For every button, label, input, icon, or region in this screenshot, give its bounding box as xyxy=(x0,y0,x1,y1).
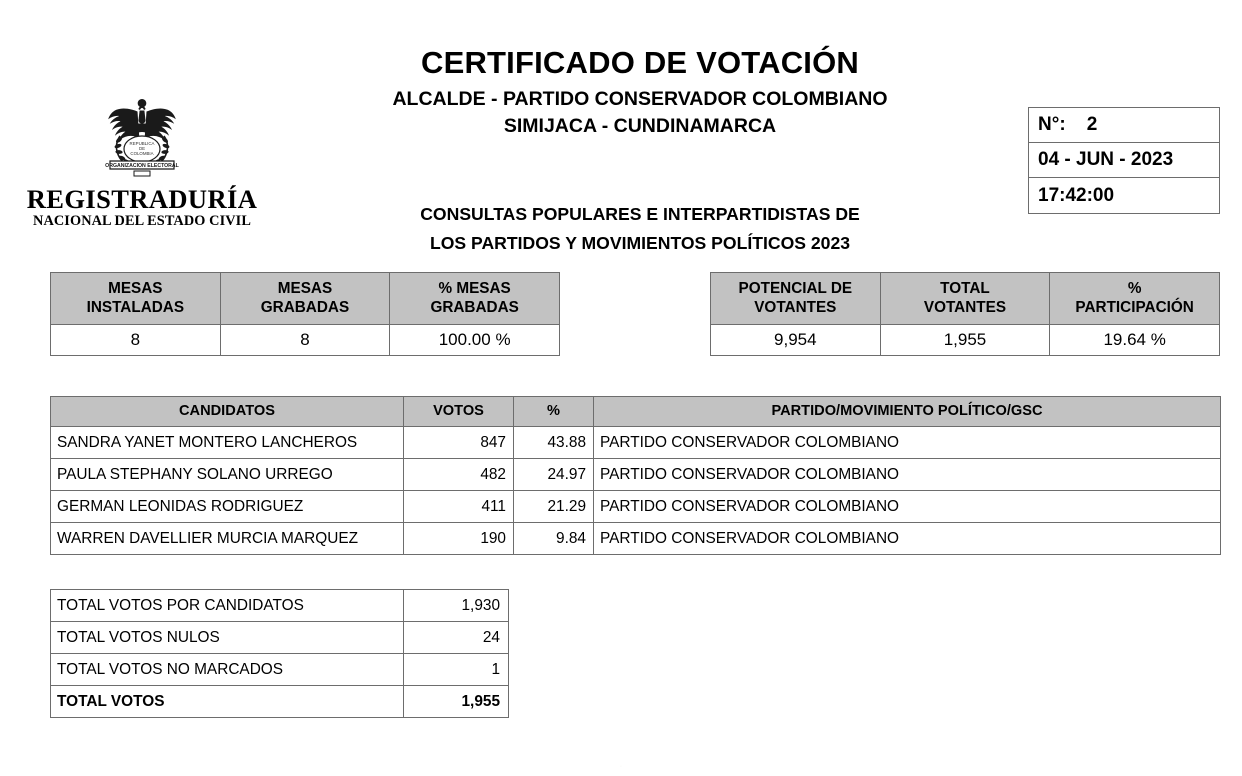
registraduria-logo xyxy=(26,92,258,230)
col-total-votantes: TOTAL VOTANTES xyxy=(880,273,1050,325)
col-porcentaje: % xyxy=(514,397,594,427)
vote-totals-table xyxy=(50,589,509,718)
certificate-info-box xyxy=(1028,107,1220,214)
certificate-date-row: 04 - JUN - 2023 xyxy=(1029,143,1219,178)
svg-text:ORGANIZACION ELECTORAL: ORGANIZACION ELECTORAL xyxy=(105,163,179,169)
total-label: TOTAL VOTOS POR CANDIDATOS xyxy=(51,590,404,622)
notice-line-2: LOS PARTIDOS Y MOVIMIENTOS POLÍTICOS 2023 xyxy=(429,232,851,253)
total-label: TOTAL VOTOS NO MARCADOS xyxy=(51,654,404,686)
table-row xyxy=(51,427,1221,459)
svg-text:COLOMBIA: COLOMBIA xyxy=(130,151,154,156)
svg-text:DE: DE xyxy=(138,146,146,151)
table-row xyxy=(51,590,509,622)
value-potencial-votantes: 9,954 xyxy=(711,325,881,356)
candidate-votes: 482 xyxy=(404,459,514,491)
total-value: 1,930 xyxy=(404,590,509,622)
table-row xyxy=(51,491,1221,523)
table-row xyxy=(51,654,509,686)
candidate-party: PARTIDO CONSERVADOR COLOMBIANO xyxy=(594,491,1221,523)
table-row xyxy=(711,325,1220,356)
candidate-pct: 9.84 xyxy=(514,523,594,555)
document-header xyxy=(270,46,1010,139)
total-label: TOTAL VOTOS NULOS xyxy=(51,622,404,654)
candidate-name: SANDRA YANET MONTERO LANCHEROS xyxy=(51,427,404,459)
clipped-footer xyxy=(0,754,1242,776)
candidate-pct: 43.88 xyxy=(514,427,594,459)
votantes-summary-table xyxy=(710,272,1220,356)
footer-text: . xyxy=(618,754,624,771)
page-title: CERTIFICADO DE VOTACIÓN xyxy=(420,45,860,80)
table-header-row xyxy=(51,273,560,325)
header-subtitle-location: SIMIJACA - CUNDINAMARCA xyxy=(503,115,777,138)
col-pct-participacion: % PARTICIPACIÓN xyxy=(1050,273,1220,325)
header-subtitle-position: ALCALDE - PARTIDO CONSERVADOR COLOMBIANO xyxy=(392,87,888,110)
registraduria-eagle-emblem xyxy=(86,92,198,184)
candidate-pct: 21.29 xyxy=(514,491,594,523)
candidate-party: PARTIDO CONSERVADOR COLOMBIANO xyxy=(594,427,1221,459)
candidate-votes: 190 xyxy=(404,523,514,555)
grand-total-value: 1,955 xyxy=(404,686,509,718)
mesas-summary-table xyxy=(50,272,560,356)
candidate-name: PAULA STEPHANY SOLANO URREGO xyxy=(51,459,404,491)
table-header-row xyxy=(51,397,1221,427)
table-row xyxy=(51,523,1221,555)
value-pct-mesas-grabadas: 100.00 % xyxy=(390,325,560,356)
logo-title: REGISTRADURÍA xyxy=(26,184,258,214)
table-header-row xyxy=(711,273,1220,325)
col-votos: VOTOS xyxy=(404,397,514,427)
col-mesas-grabadas: MESAS GRABADAS xyxy=(220,273,390,325)
candidate-name: GERMAN LEONIDAS RODRIGUEZ xyxy=(51,491,404,523)
table-row xyxy=(51,459,1221,491)
candidates-results-table xyxy=(50,396,1221,555)
value-pct-participacion: 19.64 % xyxy=(1050,325,1220,356)
candidate-votes: 847 xyxy=(404,427,514,459)
logo-subtitle: NACIONAL DEL ESTADO CIVIL xyxy=(33,213,251,230)
table-row xyxy=(51,325,560,356)
candidate-party: PARTIDO CONSERVADOR COLOMBIANO xyxy=(594,523,1221,555)
candidate-party: PARTIDO CONSERVADOR COLOMBIANO xyxy=(594,459,1221,491)
value-mesas-grabadas: 8 xyxy=(220,325,390,356)
total-value: 24 xyxy=(404,622,509,654)
col-partido: PARTIDO/MOVIMIENTO POLÍTICO/GSC xyxy=(594,397,1221,427)
value-total-votantes: 1,955 xyxy=(880,325,1050,356)
certificate-number-row: N°: 2 xyxy=(1029,108,1219,143)
candidate-votes: 411 xyxy=(404,491,514,523)
table-row xyxy=(51,622,509,654)
candidate-name: WARREN DAVELLIER MURCIA MARQUEZ xyxy=(51,523,404,555)
col-candidatos: CANDIDATOS xyxy=(51,397,404,427)
col-mesas-instaladas: MESAS INSTALADAS xyxy=(51,273,221,325)
table-row xyxy=(51,686,509,718)
col-potencial-votantes: POTENCIAL DE VOTANTES xyxy=(711,273,881,325)
election-notice xyxy=(270,200,1010,257)
svg-text:REPUBLICA: REPUBLICA xyxy=(129,141,155,146)
grand-total-label: TOTAL VOTOS xyxy=(51,686,404,718)
total-value: 1 xyxy=(404,654,509,686)
value-mesas-instaladas: 8 xyxy=(51,325,221,356)
candidate-pct: 24.97 xyxy=(514,459,594,491)
certificate-time-row: 17:42:00 xyxy=(1038,184,1115,206)
col-pct-mesas-grabadas: % MESAS GRABADAS xyxy=(390,273,560,325)
notice-line-1: CONSULTAS POPULARES E INTERPARTIDISTAS DE xyxy=(420,204,860,224)
